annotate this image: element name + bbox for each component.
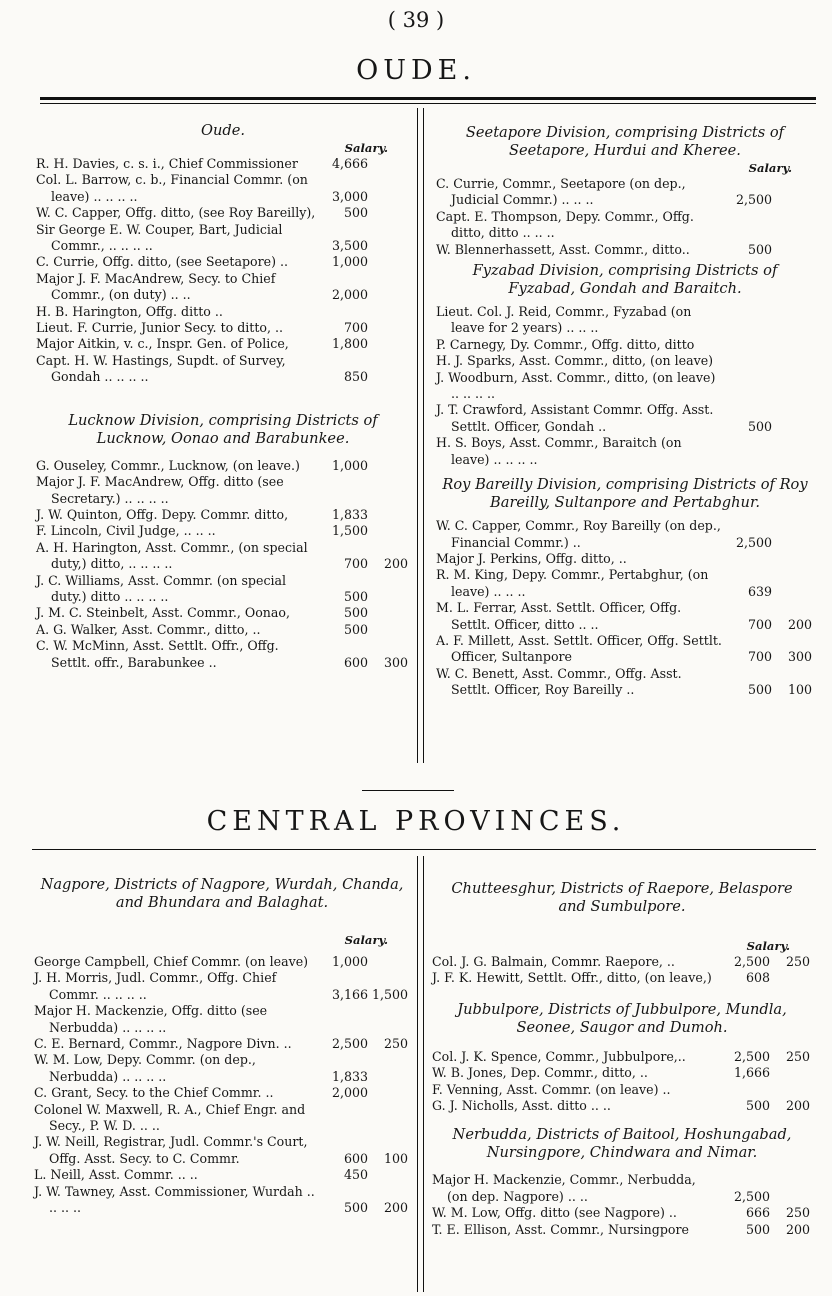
list-item: R. M. King, Depy. Commr., Pertabghur, (on leave) .. .. .. 639 [436,567,772,599]
fyzabad-division-list [436,304,814,468]
list-item: J. W. Quinton, Offg. Depy. Commr. ditto, 1,833 [36,506,368,522]
list-item: C. Grant, Secy. to the Chief Commr. .. 2,000 [34,1085,368,1101]
list-item: Major H. Mackenzie, Offg. ditto (see Nerbudda) .. .. .. .. [34,1003,268,1035]
oude-column-divider-a [417,108,418,763]
list-item: Major J. F. MacAndrew, Secy. to Chief Commr., (on duty) .. .. 2,000 [36,270,368,303]
list-item: W. M. Low, Depy. Commr. (on dep., Nerbudda) .. .. .. .. 1,833 [34,1052,368,1084]
list-item: R. H. Davies, c. s. i., Chief Commissioner 4,666 [36,156,368,171]
list-item: W. C. Capper, Commr., Roy Bareilly (on dep., Financial Commr.) .. 2,500 [436,518,772,550]
list-item: J. W. Neill, Registrar, Judl. Commr.'s Court, Offg. Asst. Secy. to C. Commr. 600 100 [34,1134,408,1166]
central-column-divider-a [417,856,418,1292]
list-item: H. S. Boys, Asst. Commr., Baraitch (on leave) .. .. .. .. [436,435,682,467]
oude-top-rule-thin [40,103,816,104]
list-item: C. Currie, Commr., Seetapore (on dep., Judicial Commr.) .. .. .. 2,500 [436,176,772,208]
list-item: Lieut. F. Currie, Junior Secy. to ditto, .. 700 [36,320,368,336]
oude-left-heading: Oude. [201,122,245,139]
list-item: J. F. K. Hewitt, Settlt. Offr., ditto, (on leave,) 608 [432,970,770,986]
section-separator [362,790,454,791]
list-item: Capt. E. Thompson, Depy. Commr., Offg. ditto, ditto .. .. .. [436,208,694,241]
lucknow-division-heading: Lucknow Division, comprising Districts of Lucknow, Oonao and Barabunkee. [68,411,378,447]
list-item: Lieut. Col. J. Reid, Commr., Fyzabad (on leave for 2 years) .. .. .. [436,304,692,336]
oude-right-salary-label: Salary. [748,161,792,175]
central-left-column [34,876,410,1217]
list-item: George Campbell, Chief Commr. (on leave) 1,000 [34,954,368,969]
nerbudda-list [432,1172,812,1238]
jubbulpore-list [432,1049,812,1115]
list-item: A. H. Harington, Asst. Commr., (on special duty,) ditto, .. .. .. .. 700 200 [36,539,408,572]
list-item: J. W. Tawney, Asst. Commissioner, Wurdah .. .. .. .. 500 200 [34,1183,408,1216]
list-item: Col. L. Barrow, c. b., Financial Commr. (on leave) .. .. .. .. 3,000 [36,172,368,204]
central-right-column [432,880,812,1238]
list-item: A. G. Walker, Asst. Commr., ditto, .. 500 [36,621,368,637]
lucknow-division-list [36,458,410,671]
list-item: P. Carnegy, Dy. Commr., Offg. ditto, ditto [436,336,695,352]
list-item: W. M. Low, Offg. ditto (see Nagpore) .. 666 250 [432,1205,810,1221]
list-item: J. T. Crawford, Assistant Commr. Offg. Asst. Settlt. Officer, Gondah .. 500 [436,402,772,434]
list-item: T. E. Ellison, Asst. Commr., Nursingpore 500 200 [432,1221,810,1237]
oude-left-salary-label: Salary. [344,141,388,155]
list-item: Major J. F. MacAndrew, Offg. ditto (see Secretary.) .. .. .. .. [36,474,284,506]
chutteesghur-heading: Chutteesghur, Districts of Raepore, Belaspore and Sumbulpore. [451,880,793,915]
nagpore-heading: Nagpore, Districts of Nagpore, Wurdah, Chanda, and Bhundara and Balaghat. [40,876,404,911]
roy-bareilly-division-list [436,518,814,698]
list-item: M. L. Ferrar, Asst. Settlt. Officer, Offg. Settlt. Officer, ditto .. .. 700 200 [436,600,812,632]
seetapore-division-heading: Seetapore Division, comprising Districts of Seetapore, Hurdui and Kheree. [465,124,785,159]
list-item: J. C. Williams, Asst. Commr. (on special duty.) ditto .. .. .. .. 500 [36,572,368,604]
central-provinces-title: CENTRAL PROVINCES. [206,806,626,837]
jubbulpore-heading: Jubbulpore, Districts of Jubbulpore, Mundla, Seonee, Saugor and Dumoh. [457,1000,787,1036]
oude-left-column [36,122,410,671]
nagpore-salary-label: Salary. [344,933,388,947]
list-item: G. Ouseley, Commr., Lucknow, (on leave.) 1,000 [36,457,368,473]
oude-column-divider-b [423,108,424,763]
list-item: A. F. Millett, Asst. Settlt. Officer, Offg. Settlt. Officer, Sultanpore 700 300 [436,632,812,665]
central-top-rule [32,849,816,850]
list-item: Colonel W. Maxwell, R. A., Chief Engr. and Secy., P. W. D. .. .. [34,1101,306,1134]
central-column-divider-b [423,856,424,1292]
list-item: J. Woodburn, Asst. Commr., ditto, (on leave) .. .. .. .. [436,369,716,402]
fyzabad-division-heading: Fyzabad Division, comprising Districts of Fyzabad, Gondah and Baraitch. [472,262,778,298]
list-item: L. Neill, Asst. Commr. .. .. 450 [34,1167,368,1183]
list-item: W. B. Jones, Dep. Commr., ditto, .. 1,666 [432,1065,770,1081]
list-item: C. E. Bernard, Commr., Nagpore Divn. .. 2,500 250 [34,1036,408,1052]
page-number: ( 39 ) [387,8,445,32]
list-item: J. M. C. Steinbelt, Asst. Commr., Oonao, 500 [36,605,368,621]
list-item: C. W. McMinn, Asst. Settlt. Offr., Offg. Settlt. offr., Barabunkee .. 600 300 [36,638,408,670]
list-item: Major Aitkin, v. c., Inspr. Gen. of Police, 1,800 [36,336,368,352]
oude-title: OUDE. [356,55,476,86]
list-item: Col. J. G. Balmain, Commr. Raepore, .. 2,500 250 [432,954,810,969]
list-item: H. B. Harington, Offg. ditto .. [36,303,223,319]
list-item: Major H. Mackenzie, Commr., Nerbudda, (on dep. Nagpore) .. .. 2,500 [432,1172,770,1204]
list-item: G. J. Nicholls, Asst. ditto .. .. 500 200 [432,1098,810,1114]
roy-bareilly-division-heading: Roy Bareilly Division, comprising Districts of Roy Bareilly, Sultanpore and Pertabghur. [442,476,808,512]
oude-left-list [36,156,410,386]
nerbudda-heading: Nerbudda, Districts of Baitool, Hoshungabad, Nursingpore, Chindwara and Nimar. [452,1126,792,1162]
list-item: Capt. H. W. Hastings, Supdt. of Survey, Gondah .. .. .. .. 850 [36,352,368,385]
list-item: W. Blennerhassett, Asst. Commr., ditto.. 500 [436,241,772,257]
chutteesghur-salary-label: Salary. [746,939,790,953]
list-item: Sir George E. W. Couper, Bart, Judicial Commr., .. .. .. .. 3,500 [36,221,368,254]
list-item: J. H. Morris, Judl. Commr., Offg. Chief Commr. .. .. .. .. 3,166 1,500 [34,970,409,1002]
list-item: F. Lincoln, Civil Judge, .. .. .. 1,500 [36,523,368,539]
list-item: C. Currie, Offg. ditto, (see Seetapore) .. 1,000 [36,254,368,270]
oude-right-column [436,124,814,699]
list-item: Major J. Perkins, Offg. ditto, .. [436,550,627,566]
list-item: H. J. Sparks, Asst. Commr., ditto, (on leave) [436,353,714,369]
list-item: W. C. Benett, Asst. Commr., Offg. Asst. Settlt. Officer, Roy Bareilly .. 500 100 [436,665,812,698]
list-item: Col. J. K. Spence, Commr., Jubbulpore,.. 2,500 250 [432,1048,810,1064]
seetapore-division-list [436,176,814,258]
list-item: F. Venning, Asst. Commr. (on leave) .. [432,1081,671,1097]
list-item: W. C. Capper, Offg. ditto, (see Roy Bareilly), 500 [36,205,368,221]
chutteesghur-list [432,954,812,987]
oude-top-rule-thick [40,97,816,100]
nagpore-list [34,954,410,1217]
